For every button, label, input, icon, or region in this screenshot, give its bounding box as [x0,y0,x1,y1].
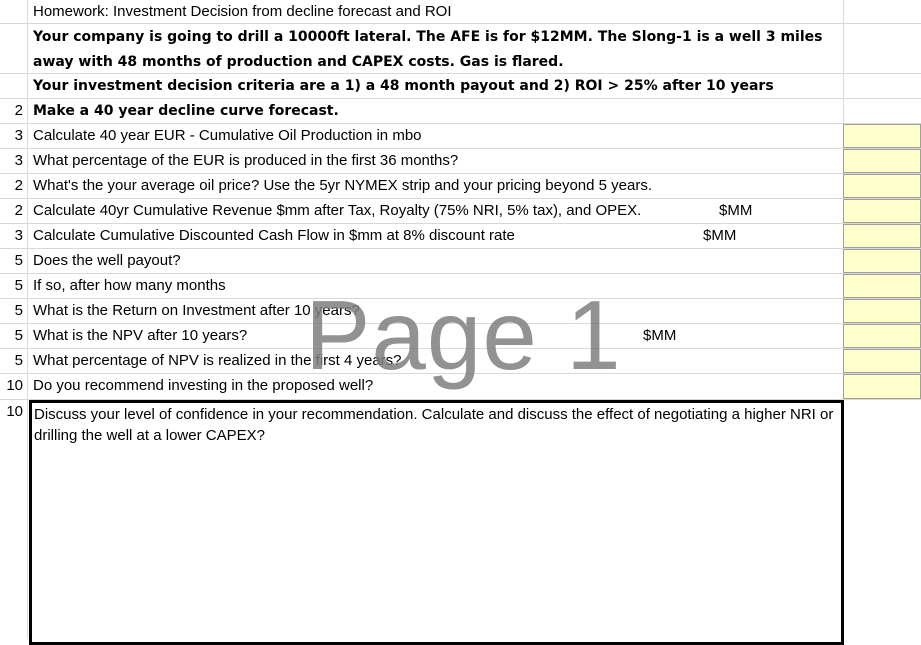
question-text[interactable]: Calculate Cumulative Discounted Cash Flow in $mm at 8% discount rate [33,227,515,244]
question-text[interactable]: What percentage of the EUR is produced in the first 36 months? [33,152,459,169]
question-row [0,249,921,274]
question-row [0,199,921,224]
question-points[interactable]: 5 [0,349,28,373]
answer-cell[interactable] [843,374,921,399]
criteria-row [0,74,921,99]
points-cell[interactable] [0,0,28,23]
question-points[interactable]: 5 [0,324,28,348]
question-row [0,174,921,199]
unit-label: $MM [703,227,737,244]
page-watermark: Page 1 [305,280,622,390]
question-points[interactable]: 5 [0,274,28,298]
answer-cell[interactable] [843,349,921,373]
question-text[interactable]: What is the Return on Investment after 10 years? [33,302,360,319]
scenario-text[interactable]: Your company is going to drill a 10000ft lateral. The AFE is for $12MM. The Slong-1 is a well 3 miles away with 48 months of production and CAPEX costs. Gas is flared. [33,29,823,70]
question-points[interactable]: 3 [0,224,28,248]
question-text[interactable]: If so, after how many months [33,277,226,294]
question-points[interactable]: 10 [0,374,28,399]
unit-label: $MM [719,202,753,219]
question-text[interactable]: What's the your average oil price? Use the 5yr NYMEX strip and your pricing beyond 5 years. [33,177,652,194]
points-cell[interactable] [0,74,28,98]
question-row [0,149,921,174]
question-row [0,349,921,374]
unit-label: $MM [643,327,677,344]
question-row [0,374,921,400]
question-text[interactable]: Calculate 40 year EUR - Cumulative Oil Production in mbo [33,127,422,144]
question-points[interactable]: 2 [0,99,28,123]
points-cell[interactable] [0,24,28,73]
question-text[interactable]: What percentage of NPV is realized in the first 4 years? [33,352,402,369]
question-row [0,124,921,149]
question-points[interactable]: 5 [0,249,28,273]
question-row [0,99,921,124]
question-row [0,274,921,299]
answer-cell[interactable] [843,124,921,148]
discussion-box[interactable] [29,400,844,645]
question-row [0,324,921,349]
title-row [0,0,921,24]
question-text[interactable]: Calculate 40yr Cumulative Revenue $mm after Tax, Royalty (75% NRI, 5% tax), and OPEX. [33,202,642,219]
answer-cell[interactable] [843,299,921,323]
question-text[interactable]: Do you recommend investing in the proposed well? [33,377,374,394]
question-points[interactable]: 2 [0,199,28,223]
scenario-row [0,24,921,74]
question-points[interactable]: 3 [0,124,28,148]
question-points[interactable]: 3 [0,149,28,173]
answer-cell[interactable] [843,174,921,198]
question-points[interactable]: 2 [0,174,28,198]
answer-cell[interactable] [843,274,921,298]
question-text[interactable]: Make a 40 year decline curve forecast. [33,103,339,119]
homework-title[interactable]: Homework: Investment Decision from decline forecast and ROI [33,3,452,20]
question-row [0,299,921,324]
question-text[interactable]: Does the well payout? [33,252,181,269]
discussion-prompt: Discuss your level of confidence in your recommendation. Calculate and discuss the effect of negotiating a higher NRI or drilling the well at a lower CAPEX? [34,406,834,444]
discussion-points[interactable]: 10 [0,400,28,638]
answer-cell[interactable] [843,149,921,173]
answer-cell[interactable] [843,224,921,248]
criteria-text[interactable]: Your investment decision criteria are a 1) a 48 month payout and 2) ROI > 25% after 10 years [33,78,774,94]
question-text[interactable]: What is the NPV after 10 years? [33,327,248,344]
question-row [0,224,921,249]
answer-cell[interactable] [843,199,921,223]
answer-cell[interactable] [843,324,921,348]
question-points[interactable]: 5 [0,299,28,323]
answer-cell[interactable] [843,249,921,273]
